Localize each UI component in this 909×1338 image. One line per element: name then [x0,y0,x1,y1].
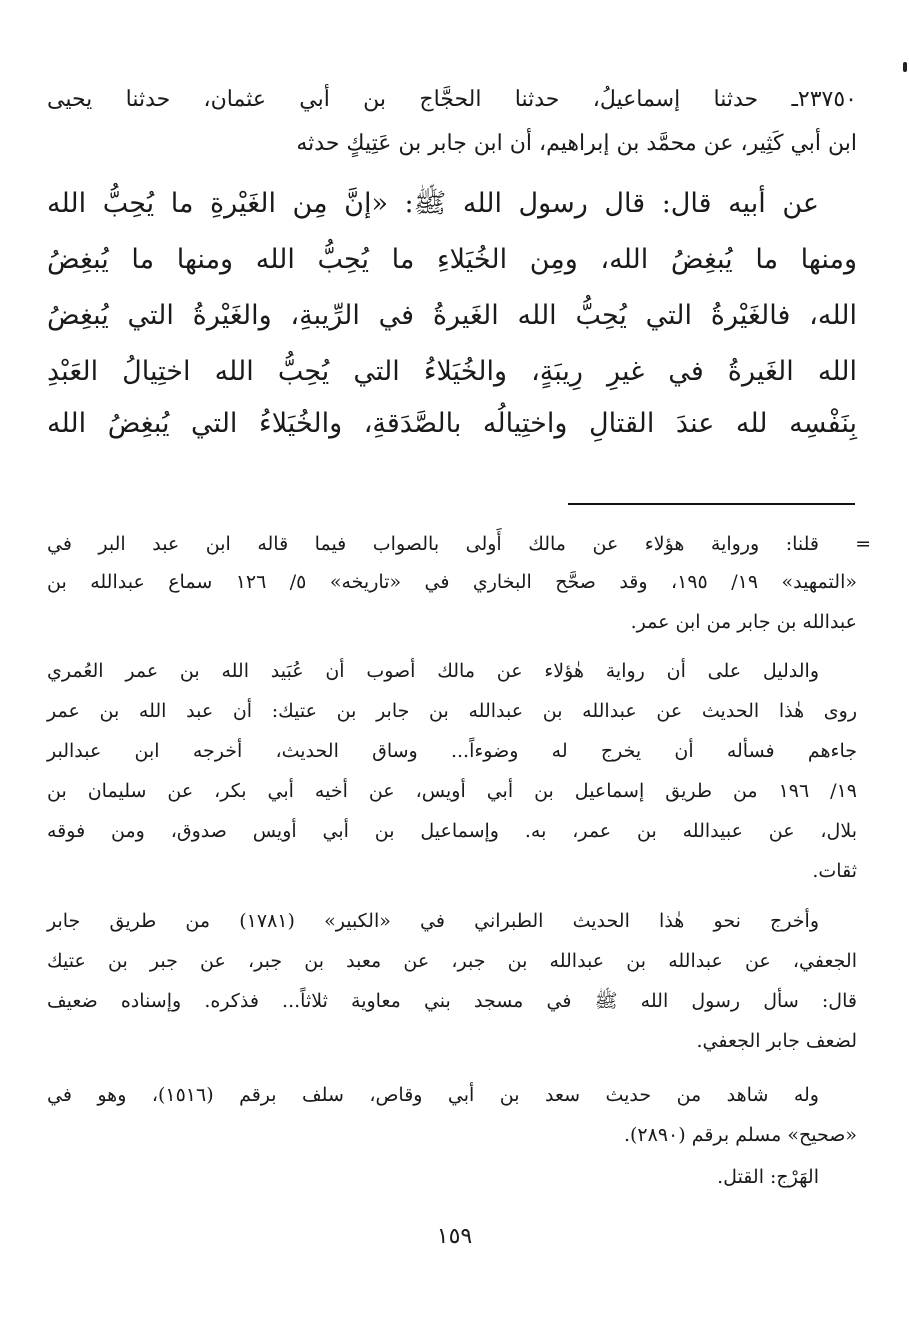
footnote-line: «صحيح» مسلم برقم (٢٨٩٠). [623,1124,857,1146]
footnote-line: الهَرْج: القتل. [717,1166,819,1188]
footnote-line: لضعف جابر الجعفي. [696,1030,857,1052]
footnote-line: ١٩/ ١٩٦ من طريق إسماعيل بن أبي أويس، عن أخيه أبي بكر، عن سليمان بن [47,780,857,802]
footnote-line: عبدالله بن جابر من ابن عمر. [630,611,857,633]
footnote-line: بلال، عن عبيدالله بن عمر، به. وإسماعيل بن أبي أويس صدوق، ومن فوقه [47,820,857,842]
footnote-line: قلنا: ورواية هؤلاء عن مالك أَولى بالصواب فيما قاله ابن عبد البر في [47,533,819,555]
page-number: ١٥٩ [436,1224,473,1249]
footnote-line: روى هٰذا الحديث عن عبدالله بن عبدالله بن جابر بن عتيك: أن عبد الله بن عمر [47,700,857,722]
footnote-line: قال: سأل رسول الله ﷺ في مسجد بني معاوية ثلاثاً... فذكره. وإسناده ضعيف [47,990,857,1012]
continuation-mark: = [855,533,871,555]
footnote-line: «التمهيد» ١٩/ ١٩٥، وقد صحَّح البخاري في «تاريخه» ٥/ ١٢٦ سماع عبدالله بن [47,571,857,593]
matn-line: الله الغَيرةُ في غيرِ رِيبَةٍ، والخُيَلاءُ التي يُحِبُّ الله اختِيالُ العَبْدِ [47,356,857,387]
isnad-line: ٢٣٧٥٠ـ حدثنا إسماعيلُ، حدثنا الحجَّاج بن أبي عثمان، حدثنا يحيى [47,87,857,112]
matn-line: عن أبيه قال: قال رسول الله ﷺ: «إنَّ مِن الغَيْرةِ ما يُحِبُّ الله [47,188,819,219]
matn-line: الله، فالغَيْرةُ التي يُحِبُّ الله الغَيرةُ في الرِّيبةِ، والغَيْرةُ التي يُبغِضُ [47,300,857,331]
footnote-line: ثقات. [812,860,857,882]
footnote-separator [568,503,855,505]
footnote-line: والدليل على أن رواية هٰؤلاء عن مالك أصوب أن عُبَيد الله بن عمر العُمري [47,660,819,682]
matn-line: ومنها ما يُبغِضُ الله، ومِن الخُيَلاءِ ما يُحِبُّ الله ومنها ما يُبغِضُ [47,244,857,275]
footnote-line: جاءهم فسأله أن يخرج له وضوءاً... وساق الحديث، أخرجه ابن عبدالبر [47,740,857,762]
footnote-line: وله شاهد من حديث سعد بن أبي وقاص، سلف برقم (١٥١٦)، وهو في [47,1084,819,1106]
matn-line: بِنَفْسِه لله عندَ القتالِ واختِيالُه بالصَّدَقةِ، والخُيَلاءُ التي يُبغِضُ الله [47,408,857,439]
footnote-line: الجعفي، عن عبدالله بن عبدالله بن جبر، عن معبد بن جبر، عن جبر بن عتيك [47,950,857,972]
isnad-line: ابن أبي كَثِير، عن محمَّد بن إبراهيم، أن ابن جابر بن عَتِيكٍ حدثه [296,131,857,156]
scan-edge-mark [903,62,907,72]
footnote-line: وأخرج نحو هٰذا الحديث الطبراني في «الكبير» (١٧٨١) من طريق جابر [47,910,820,932]
